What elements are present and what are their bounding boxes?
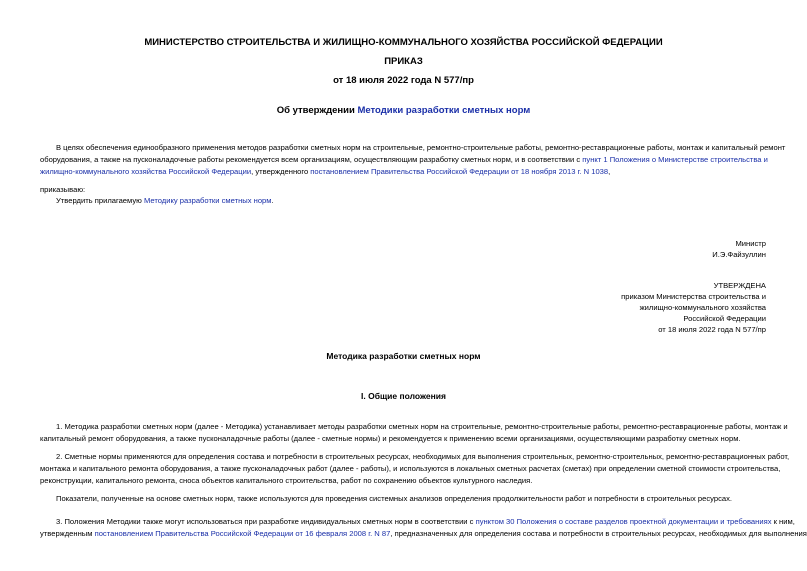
approval-line-1: УТВЕРЖДЕНА: [713, 281, 766, 290]
p1-line-1: 1. Методика разработки сметных норм (далее - Методика) устанавливает методы разработки сметных норм на строительные, ремонтно-строительные работы, ремонтно-реставрационные работы, монтаж и: [56, 422, 788, 431]
doc-subject-heading: [0, 105, 807, 116]
preamble-text-3: , утвержденного: [251, 166, 311, 176]
approval-stamp-block: [621, 280, 766, 335]
signature-block: [712, 238, 766, 260]
p2-line-3: реконструкции, капитального ремонта, сноса объектов капитального строительства, работ по сохранению объектов культурного наследия.: [40, 475, 533, 485]
preamble-line-2: [40, 154, 767, 166]
subject-link[interactable]: Методики разработки сметных норм: [357, 105, 531, 116]
preamble-text-2: оборудования, а также на пусконаладочные работы рекомендуется всем организациям, осуществляющим разработку сметных норм, и в соответствии с: [40, 154, 583, 164]
approve-prefix: Утвердить прилагаемую: [56, 196, 144, 205]
ministry-heading: МИНИСТЕРСТВО СТРОИТЕЛЬСТВА И ЖИЛИЩНО-КОММУНАЛЬНОГО ХОЗЯЙСТВА РОССИЙСКОЙ ФЕДЕРАЦИИ: [144, 37, 663, 48]
approve-paragraph: [40, 195, 767, 207]
methodology-title: Методика разработки сметных норм: [326, 351, 481, 361]
p4-link-2[interactable]: постановлением Правительства Российской Федерации от 16 февраля 2008 г. N 87: [94, 528, 391, 538]
approve-suffix: .: [271, 196, 274, 205]
p4-link-1[interactable]: пунктом 30 Положения о составе разделов проектной документации и требованиях: [475, 517, 772, 526]
approval-line-3: жилищно-коммунального хозяйства: [639, 303, 766, 312]
approval-line-2: приказом Министерства строительства и: [621, 292, 766, 301]
doc-type-heading: ПРИКАЗ: [384, 56, 423, 67]
preamble-link-2[interactable]: постановлением Правительства Российской Федерации от 18 ноября 2013 г. N 1038: [310, 166, 609, 176]
approval-line-4: Российской Федерации: [683, 314, 766, 323]
p4-line-2: [40, 528, 807, 540]
p4-text-2b: , предназначенных для определения состава и потребности в строительных ресурсах, необходимых для выполнения: [390, 528, 807, 538]
doc-date-heading: от 18 июля 2022 года N 577/пр: [333, 75, 474, 86]
p4-text-1b: к ним,: [771, 517, 795, 526]
section-1-heading: I. Общие положения: [361, 391, 446, 401]
preamble-text-3c: ,: [608, 166, 611, 176]
p2-line-1: 2. Сметные нормы применяются для определения состава и потребности в строительных ресурсах, необходимых для выполнения строительных, ремонтно-строительных, ремонтно-реставрационных работ,: [56, 452, 790, 461]
approve-link[interactable]: Методику разработки сметных норм: [143, 196, 272, 205]
approval-line-5: от 18 июля 2022 года N 577/пр: [658, 325, 766, 334]
p4-line-1: [40, 516, 795, 528]
subject-prefix: Об утверждении: [276, 105, 358, 116]
prikazyvayu-text: приказываю:: [40, 185, 86, 194]
preamble-line-1: В целях обеспечения единообразного применения методов разработки сметных норм на строительные, ремонтно-строительные работы, ремонтно-реставрационные работы, монтаж и капитальный ремонт: [56, 143, 786, 152]
p1-line-2: капитальный ремонт оборудования, а также пусконаладочные работы (далее - сметные нормы) и рекомендуется к применению всеми организациями, осуществляющими разработку сметных норм.: [40, 433, 741, 443]
methodology-paragraph-4: [40, 516, 807, 540]
signature-title: Министр: [735, 239, 766, 248]
p4-text-2a: утвержденным: [40, 528, 95, 538]
p2-line-2: монтажа и капитального ремонта оборудования, а также пусконаладочных работ (далее - работы), и используются в локальных сметных расчетах (сметах) при определении сметной стоимости строительства,: [40, 463, 781, 473]
preamble-line-3: [40, 166, 767, 178]
p4-text-1a: 3. Положения Методики также могут использоваться при разработке индивидуальных сметных норм в соответствии с: [56, 517, 476, 526]
preamble-link-1[interactable]: пункт 1 Положения о Министерстве строительства и: [582, 154, 768, 164]
preamble-link-1-cont[interactable]: жилищно-коммунального хозяйства Российской Федерации: [40, 166, 252, 176]
signature-name: И.Э.Файзуллин: [712, 250, 766, 259]
methodology-paragraph-1: [40, 421, 788, 445]
methodology-paragraph-2: [40, 451, 790, 486]
preamble-paragraph: [40, 142, 786, 177]
methodology-paragraph-3: Показатели, полученные на основе сметных норм, также используются для проведения системных анализов определения продолжительности работ и потребности в строительных ресурсах.: [56, 494, 733, 503]
